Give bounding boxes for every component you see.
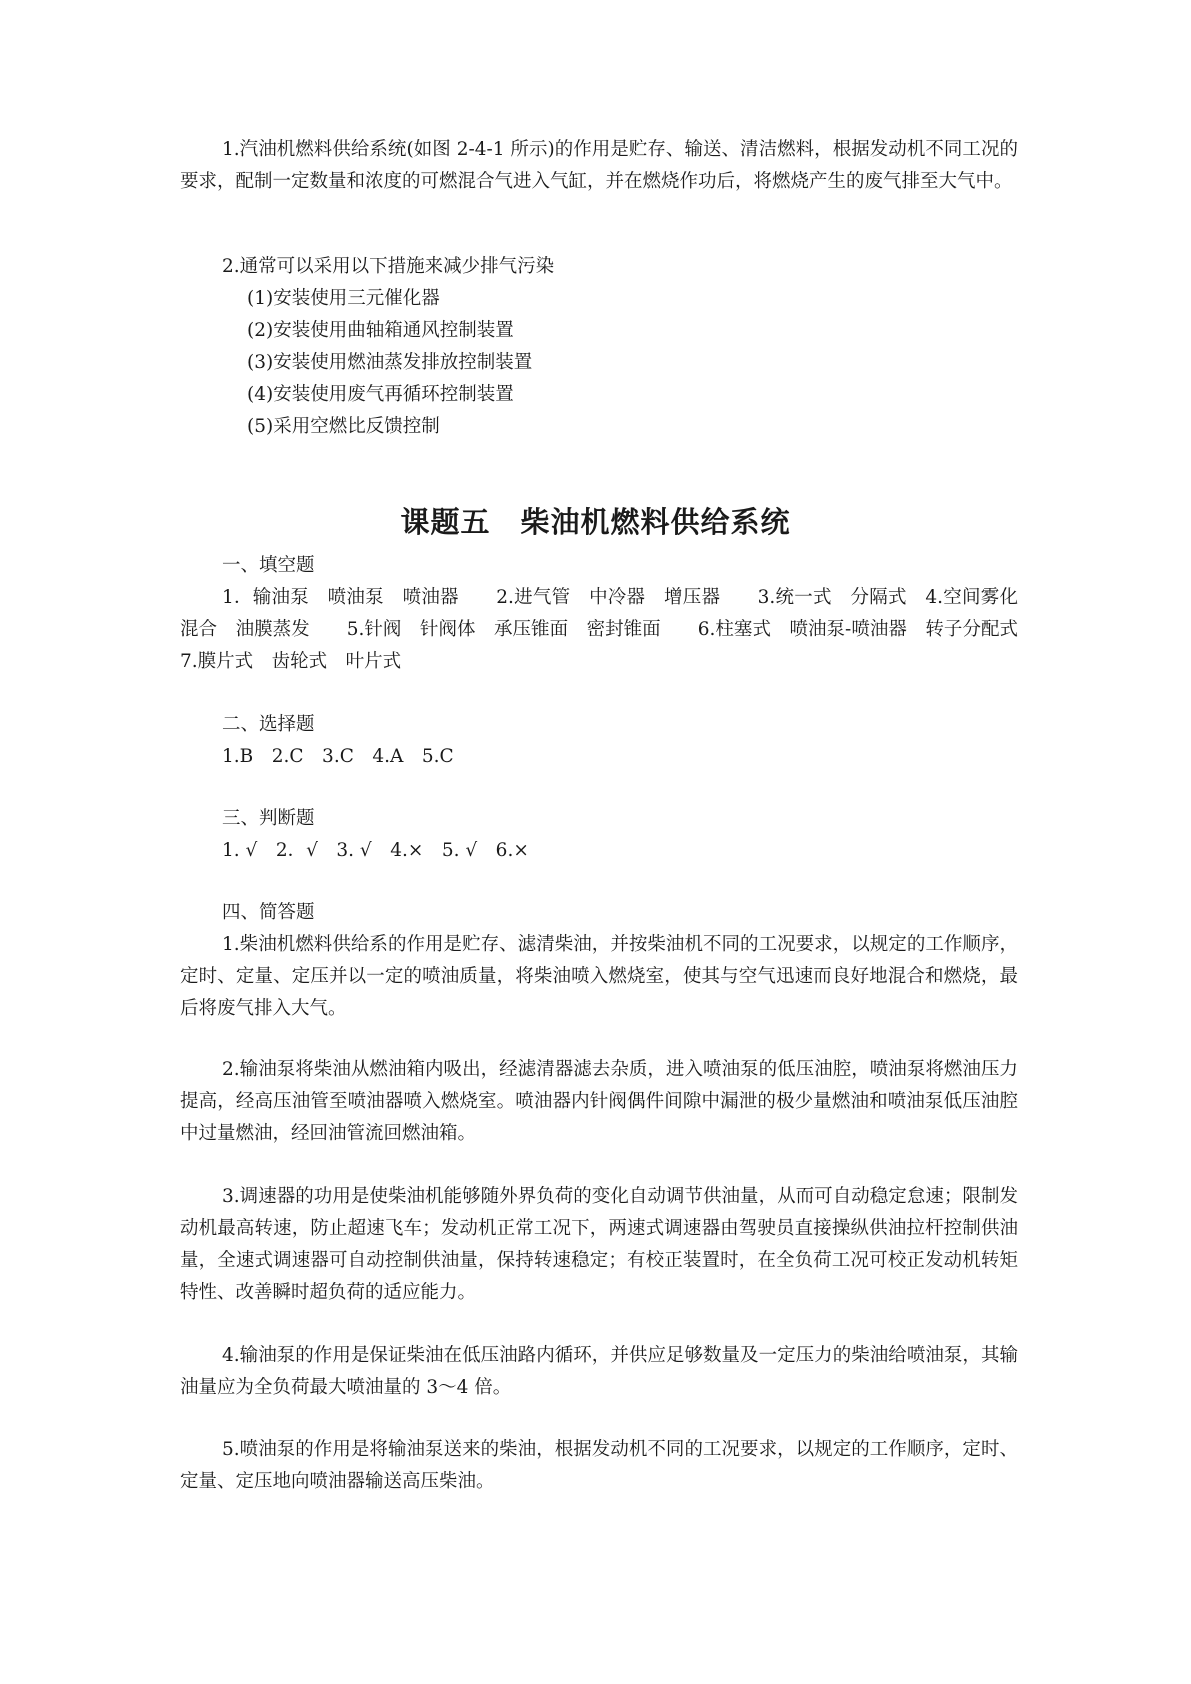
short-answer-item: 5.喷油泵的作用是将输油泵送来的柴油，根据发动机不同的工况要求，以规定的工作顺序，定时、定量、定压地向喷油器输送高压柴油。	[180, 1439, 1018, 1492]
short-answer-block-2	[180, 1054, 1018, 1150]
emission-measures-lead: 2.通常可以采用以下措施来减少排气污染	[222, 256, 555, 277]
short-answer-block-4	[180, 1340, 1018, 1404]
fill-blank-section	[180, 550, 1056, 678]
short-answer-block-3	[180, 1181, 1018, 1309]
intro-section	[180, 134, 1018, 198]
judge-heading: 三、判断题	[222, 808, 315, 829]
emission-measure-item: (4)安装使用废气再循环控制装置	[247, 384, 514, 405]
intro-paragraph-1: 1.汽油机燃料供给系统(如图 2-4-1 所示)的作用是贮存、输送、清洁燃料，根据发动机不同工况的要求，配制一定数量和浓度的可燃混合气进入气缸，并在燃烧作功后，将燃烧产生的废气排至大气中。	[180, 139, 1018, 192]
short-answer-heading: 四、简答题	[222, 902, 315, 923]
fill-blank-heading: 一、填空题	[222, 555, 315, 576]
short-answer-section	[180, 897, 1018, 1025]
short-answer-item: 1.柴油机燃料供给系的作用是贮存、滤清柴油，并按柴油机不同的工况要求，以规定的工作顺序，定时、定量、定压并以一定的喷油质量，将柴油喷入燃烧室，使其与空气迅速而良好地混合和燃烧，最后将废气排入大气。	[180, 934, 1018, 1019]
judge-section	[180, 803, 1018, 867]
emission-measure-item: (2)安装使用曲轴箱通风控制装置	[247, 320, 514, 341]
section-title: 课题五 柴油机燃料供给系统	[400, 505, 791, 539]
choice-section	[180, 709, 1018, 773]
emission-measure-item: (3)安装使用燃油蒸发排放控制装置	[247, 352, 533, 373]
short-answer-item: 2.输油泵将柴油从燃油箱内吸出，经滤清器滤去杂质，进入喷油泵的低压油腔，喷油泵将燃油压力提高，经高压油管至喷油器喷入燃烧室。喷油器内针阀偶件间隙中漏泄的极少量燃油和喷油泵低压油腔中过量燃油，经回油管流回燃油箱。	[180, 1059, 1018, 1144]
short-answer-item: 3.调速器的功用是使柴油机能够随外界负荷的变化自动调节供油量，从而可自动稳定怠速；限制发动机最高转速，防止超速飞车；发动机正常工况下，两速式调速器由驾驶员直接操纵供油拉杆控制供油量，全速式调速器可自动控制供油量，保持转速稳定；有校正装置时，在全负荷工况可校正发动机转矩特性、改善瞬时超负荷的适应能力。	[180, 1186, 1018, 1303]
judge-answers: 1. √ 2．√ 3. √ 4.× 5. √ 6.×	[222, 840, 529, 861]
fill-blank-answers: 1．输油泵 喷油泵 喷油器 2.进气管 中冷器 增压器 3.统一式 分隔式 4.空间雾化混合 油膜蒸发 5.针阀 针阀体 承压锥面 密封锥面 6.柱塞式 喷油泵-喷油器 转子分配式 7.膜片式 齿轮式 叶片式	[180, 587, 1056, 672]
choice-heading: 二、选择题	[222, 714, 315, 735]
short-answer-item: 4.输油泵的作用是保证柴油在低压油路内循环，并供应足够数量及一定压力的柴油给喷油泵，其输油量应为全负荷最大喷油量的 3～4 倍。	[180, 1345, 1018, 1398]
emission-measure-item: (1)安装使用三元催化器	[247, 288, 440, 309]
short-answer-block-5	[180, 1434, 1018, 1498]
choice-answers: 1.B 2.C 3.C 4.A 5.C	[222, 746, 454, 767]
emission-measure-item: (5)采用空燃比反馈控制	[247, 416, 440, 437]
emission-measures-section	[180, 251, 1018, 443]
